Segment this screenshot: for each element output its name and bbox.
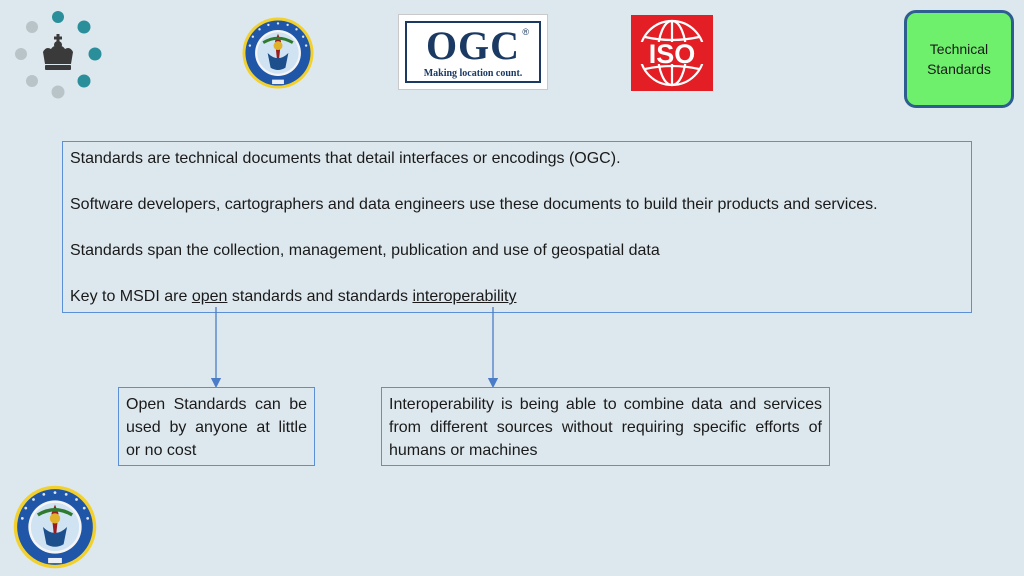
open-standards-text: Open Standards can be used by anyone at little or no cost [126, 396, 307, 459]
iso-logo [631, 15, 713, 91]
ogc-logo-name: OGC [425, 22, 521, 68]
open-link[interactable]: open [191, 288, 228, 305]
summary-line-definition: Standards are technical documents that detail interfaces or encodings (OGC). [70, 150, 621, 167]
iho-seal-icon [10, 484, 100, 570]
key-middle: standards and standards [227, 288, 413, 305]
interoperability-text: Interoperability is being able to combine data and services from different sources without requiring specific efforts of humans or machines [389, 396, 822, 459]
summary-line-key [70, 287, 964, 307]
crown-dots-logo-icon [10, 8, 106, 104]
badge-line-2: Standards [927, 61, 991, 77]
technical-standards-badge[interactable] [904, 10, 1014, 108]
key-prefix: Key to MSDI are [70, 288, 192, 305]
open-standards-box [118, 387, 315, 466]
interoperability-link[interactable]: interoperability [412, 288, 517, 305]
summary-line-users: Software developers, cartographers and data engineers use these documents to build their products and services. [70, 196, 878, 213]
ogc-logo-tagline: Making location count. [423, 67, 523, 79]
ogc-logo [398, 14, 548, 90]
ogc-registered-mark: ® [522, 27, 529, 37]
standards-summary-box [62, 141, 972, 313]
badge-line-1: Technical [929, 41, 989, 57]
iho-seal-icon [239, 16, 317, 90]
summary-line-scope: Standards span the collection, management, publication and use of geospatial data [70, 242, 660, 259]
interoperability-box [381, 387, 830, 466]
iso-logo-name: ISO [648, 39, 696, 69]
